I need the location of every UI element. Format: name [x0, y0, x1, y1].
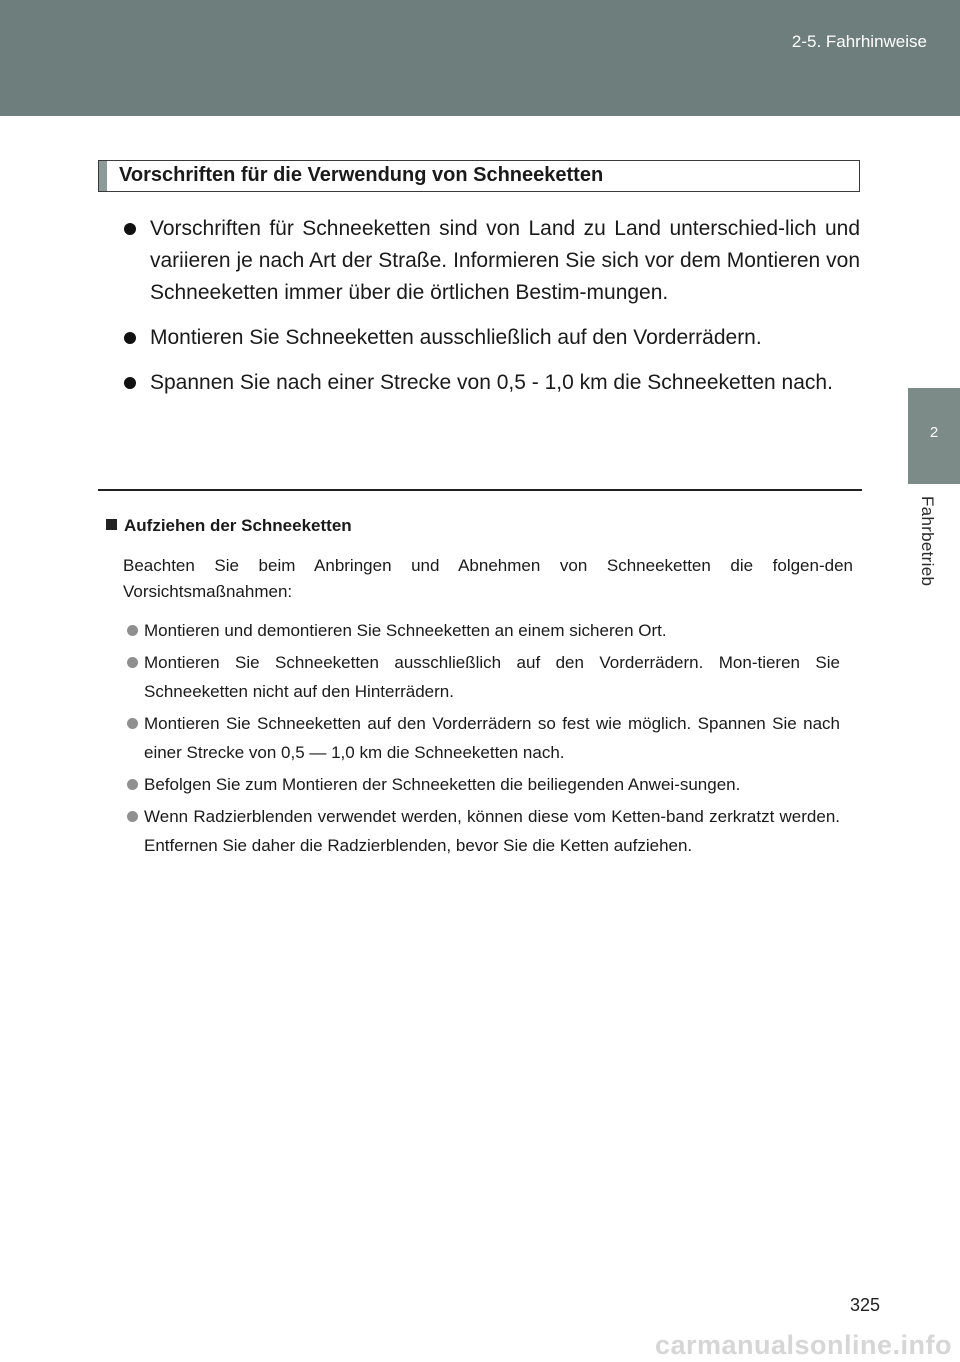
page-number: 325: [850, 1295, 881, 1315]
list-item: [127, 648, 840, 706]
list-item-text: Montieren und demontieren Sie Schneeketten an einem sicheren Ort.: [144, 621, 667, 640]
square-bullet-icon: [106, 519, 117, 530]
section-title-bar: [99, 161, 107, 191]
list-item: [120, 213, 860, 309]
list-item: [127, 616, 840, 645]
section-title: Vorschriften für die Verwendung von Schneeketten: [119, 164, 604, 186]
list-item-text: Befolgen Sie zum Montieren der Schneeketten die beiliegenden Anwei-sungen.: [144, 775, 741, 794]
precaution-list: [127, 616, 840, 863]
regulation-list: [120, 213, 860, 412]
header-band: [0, 0, 960, 116]
list-item: [120, 322, 860, 354]
list-item-text: Montieren Sie Schneeketten ausschließlich auf den Vorderrädern. Mon-tieren Sie Schneeketten nicht auf den Hinterrädern.: [144, 653, 840, 701]
list-item-text: Wenn Radzierblenden verwendet werden, können diese vom Ketten-band zerkratzt werden. Entfernen Sie daher die Radzierblenden, bevor Sie die Ketten aufziehen.: [144, 807, 840, 855]
list-item: [127, 709, 840, 767]
chapter-label: Fahrbetrieb: [918, 496, 937, 587]
list-item: [127, 770, 840, 799]
subsection-heading-text: Aufziehen der Schneeketten: [124, 516, 352, 535]
divider: [98, 489, 862, 491]
bullet-icon: [127, 625, 138, 636]
bullet-icon: [127, 718, 138, 729]
list-item-text: Vorschriften für Schneeketten sind von Land zu Land unterschied-lich und variieren je nach Art der Straße. Informieren Sie sich vor dem Montieren von Schneeketten immer über die örtlichen Bestim-mungen.: [150, 217, 860, 304]
list-item: [120, 367, 860, 399]
bullet-icon: [124, 332, 136, 344]
section-title-box: [98, 160, 860, 192]
list-item: [127, 802, 840, 860]
list-item-text: Montieren Sie Schneeketten auf den Vorderrädern so fest wie möglich. Spannen Sie nach einer Strecke von 0,5 — 1,0 km die Schneeketten nach.: [144, 714, 840, 762]
list-item-text: Montieren Sie Schneeketten ausschließlich auf den Vorderrädern.: [150, 326, 762, 349]
section-header-label: 2-5. Fahrhinweise: [791, 32, 927, 51]
subsection-intro: Beachten Sie beim Anbringen und Abnehmen von Schneeketten die folgen-den Vorsichtsmaßnahmen:: [123, 556, 853, 601]
bullet-icon: [124, 377, 136, 389]
bullet-icon: [127, 811, 138, 822]
watermark: carmanualsonline.info: [654, 1330, 952, 1360]
bullet-icon: [124, 223, 136, 235]
chapter-number: 2: [929, 424, 939, 441]
bullet-icon: [127, 779, 138, 790]
bullet-icon: [127, 657, 138, 668]
subsection-heading: [106, 516, 352, 536]
list-item-text: Spannen Sie nach einer Strecke von 0,5 - 1,0 km die Schneeketten nach.: [150, 371, 833, 394]
